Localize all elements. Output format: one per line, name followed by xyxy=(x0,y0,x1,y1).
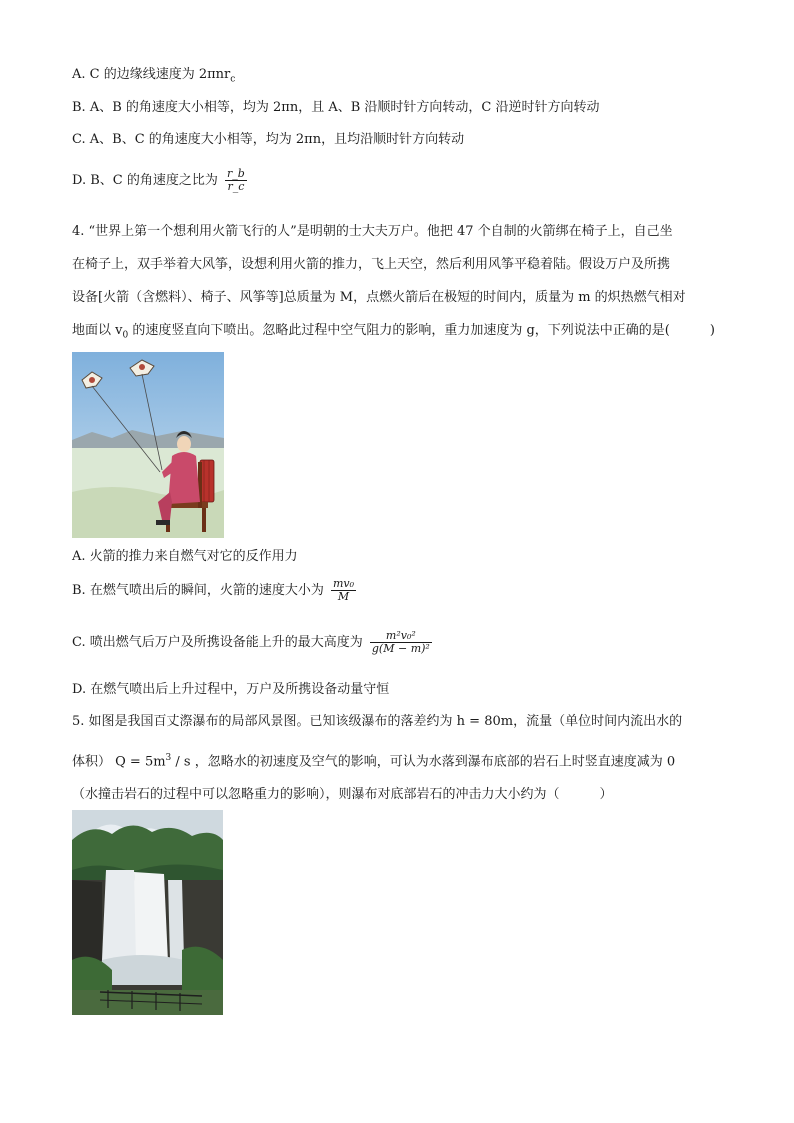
waterfall-photo xyxy=(72,810,223,1015)
q4-option-b-fraction: $\frac{\text{mv₀}}{M}$ xyxy=(332,577,355,603)
q4-option-d: D. 在燃气喷出后上升过程中，万户及所携设备动量守恒 xyxy=(72,682,390,697)
q4-stem-line1: 4. “世界上第一个想利用火箭飞行的人”是明朝的士大夫万户。他把 47 个自制的火箭绑在椅子上，自己坐 xyxy=(72,224,673,239)
wanhu-illustration xyxy=(72,352,224,538)
q3-option-d-fraction: $\frac{r\_b}{r\_c}$ xyxy=(227,167,245,193)
q5-stem-line1: 5. 如图是我国百丈漈瀑布的局部风景图。已知该级瀑布的落差约为 h = 80m，流量（单位时间内流出水的 xyxy=(72,714,683,729)
q4-option-b: B. 在燃气喷出后的瞬间，火箭的速度大小为 $\frac{\text{mv₀}}{M}$ xyxy=(72,577,355,603)
q5-stem-line3: （水撞击岩石的过程中可以忽略重力的影响），则瀑布对底部岩石的冲击力大小约为（ ） xyxy=(72,787,613,802)
q4-stem-line3: 设备[火箭（含燃料）、椅子、风筝等]总质量为 M，点燃火箭后在极短的时间内，质量为 m 的炽热燃气相对 xyxy=(72,290,686,305)
q3-option-b: B. A、B 的角速度大小相等，均为 2πn，且 A、B 沿顺时针方向转动，C 沿逆时针方向转动 xyxy=(72,100,600,115)
q4-option-c-fraction: $\frac{\text{m²v₀²}}{\text{g(M − m)²}}$ xyxy=(371,629,430,655)
q4-option-a: A. 火箭的推力来自燃气对它的反作用力 xyxy=(72,549,298,564)
q3-option-a: A. C 的边缘线速度为 2πnr$_c$ xyxy=(72,67,236,85)
q4-stem-line2: 在椅子上，双手举着大风筝，设想利用火箭的推力，飞上天空，然后利用风筝平稳着陆。假设万户及所携 xyxy=(72,257,671,272)
q3-option-c: C. A、B、C 的角速度大小相等，均为 2πn，且均沿顺时针方向转动 xyxy=(72,132,465,147)
q3-option-d: D. B、C 的角速度之比为 $\frac{r\_b}{r\_c}$ xyxy=(72,167,245,193)
q4-option-c: C. 喷出燃气后万户及所携设备能上升的最大高度为 $\frac{\text{m²v₀²}}{\text{g(M − m)²}}$ xyxy=(72,629,430,655)
q4-stem-line4: 地面以 $v_0$ 的速度竖直向下喷出。忽略此过程中空气阻力的影响，重力加速度为 g，下列说法中正确的是( ) xyxy=(72,323,715,341)
q5-stem-line2: 体积） $Q = 5m^3 / s$ ，忽略水的初速度及空气的影响，可认为水落到瀑布底部的岩石上时竖直速度减为 0 xyxy=(72,753,676,770)
